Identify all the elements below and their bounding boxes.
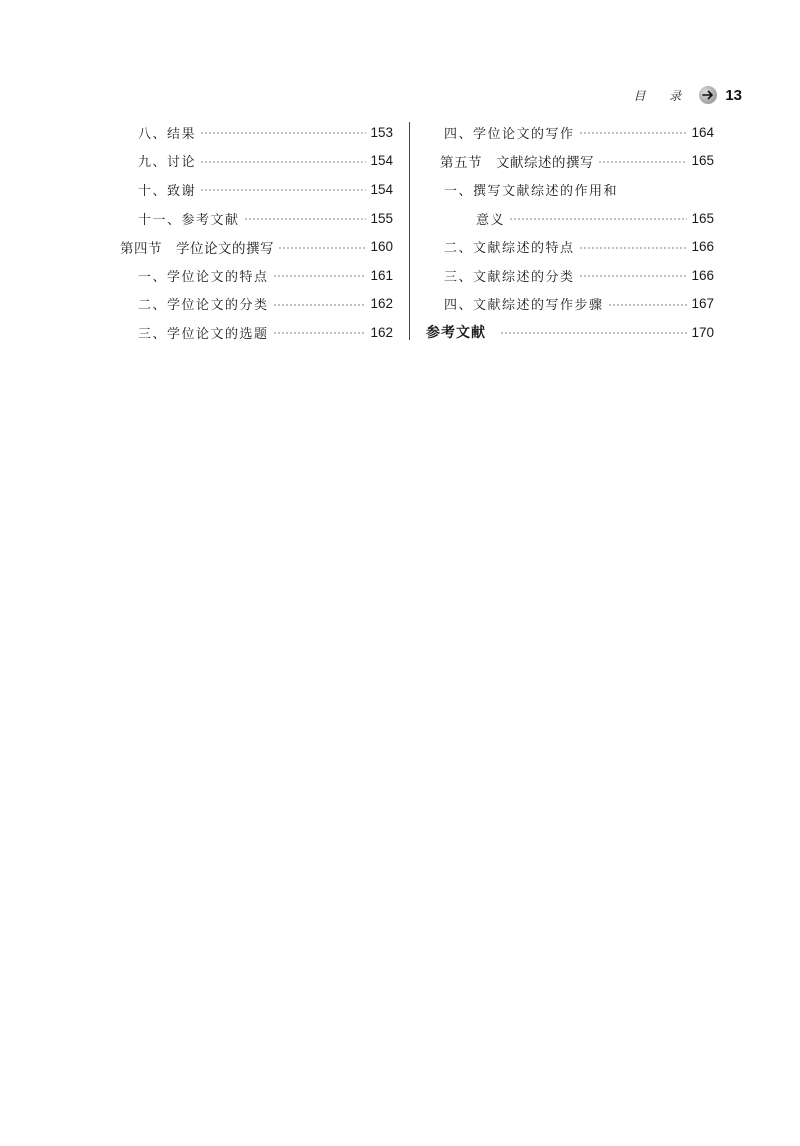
- leader-dots: [579, 247, 688, 249]
- toc-entry-page: 160: [370, 239, 393, 255]
- toc-entry[interactable]: [120, 175, 393, 204]
- leader-dots: [509, 218, 687, 220]
- leader-dots: [273, 332, 367, 334]
- toc-entry-page: 162: [370, 296, 393, 312]
- toc-entry-title: 八、结果: [138, 126, 197, 142]
- toc-entry[interactable]: [426, 261, 714, 290]
- leader-dots: [579, 275, 688, 277]
- toc-entry[interactable]: [120, 318, 393, 347]
- leader-dots: [200, 189, 366, 191]
- toc-entry[interactable]: [120, 118, 393, 147]
- toc-entry-title: 十、致谢: [138, 183, 197, 199]
- toc-section-title: 第五节 文献综述的撰写: [440, 154, 594, 171]
- toc-entry-title: 四、文献综述的写作步骤: [444, 298, 604, 314]
- toc-right-column: [426, 118, 714, 347]
- toc-entry-page: 170: [691, 324, 714, 340]
- toc-entry[interactable]: [120, 147, 393, 176]
- toc-entry-title: 四、学位论文的写作: [444, 126, 575, 142]
- toc-entry-page: 166: [691, 267, 714, 283]
- toc-left-column: [120, 118, 393, 347]
- toc-entry-page: 162: [370, 324, 393, 340]
- toc-entry-page: 164: [691, 124, 714, 140]
- leader-dots: [598, 161, 687, 163]
- leader-dots: [200, 132, 366, 134]
- arrow-right-icon: [699, 86, 717, 104]
- toc-entry[interactable]: [426, 232, 714, 261]
- leader-dots: [500, 332, 687, 334]
- toc-entry-page: 161: [370, 267, 393, 283]
- leader-dots: [200, 161, 366, 163]
- toc-entry[interactable]: [120, 204, 393, 233]
- toc-entry-page: 153: [370, 124, 393, 140]
- toc-entry-page: 154: [370, 181, 393, 197]
- toc-entry-page: 155: [370, 210, 393, 226]
- toc-entry-page: 165: [691, 210, 714, 226]
- toc-entry[interactable]: [120, 290, 393, 319]
- toc-entry-title: 三、学位论文的选题: [138, 326, 269, 342]
- leader-dots: [579, 132, 688, 134]
- toc-entry-page: 165: [691, 153, 714, 169]
- toc-entry-title: 二、文献综述的特点: [444, 241, 575, 257]
- leader-dots: [278, 247, 366, 249]
- header-label: 目 录: [633, 88, 692, 103]
- toc-entry-title: 九、讨论: [138, 155, 197, 171]
- toc-entry-title: 一、撰写文献综述的作用和: [444, 183, 619, 199]
- toc-entry-title: 十一、参考文献: [138, 212, 240, 228]
- toc-section-entry[interactable]: [426, 147, 714, 176]
- leader-dots: [273, 275, 367, 277]
- toc-references-title: 参考文献: [426, 325, 486, 342]
- toc-entry-title: 一、学位论文的特点: [138, 269, 269, 285]
- toc-entry[interactable]: [120, 261, 393, 290]
- toc-entry-title: 意义: [476, 212, 506, 228]
- leader-dots: [608, 304, 688, 306]
- leader-dots: [273, 304, 367, 306]
- leader-dots: [244, 218, 367, 220]
- toc-entry-title: 二、学位论文的分类: [138, 298, 269, 314]
- toc-section-title: 第四节 学位论文的撰写: [120, 240, 274, 257]
- page-header: [633, 84, 742, 106]
- toc-entry[interactable]: [426, 290, 714, 319]
- toc-entry[interactable]: [426, 175, 714, 204]
- toc-entry-page: 167: [691, 296, 714, 312]
- column-divider: [409, 122, 410, 340]
- toc-references-entry[interactable]: [426, 318, 714, 347]
- toc-entry-page: 166: [691, 239, 714, 255]
- toc-entry[interactable]: [426, 118, 714, 147]
- toc-entry-page: 154: [370, 153, 393, 169]
- toc-entry-title: 三、文献综述的分类: [444, 269, 575, 285]
- page-number: 13: [725, 86, 742, 104]
- toc-section-entry[interactable]: [120, 232, 393, 261]
- toc-entry-continuation[interactable]: [426, 204, 714, 233]
